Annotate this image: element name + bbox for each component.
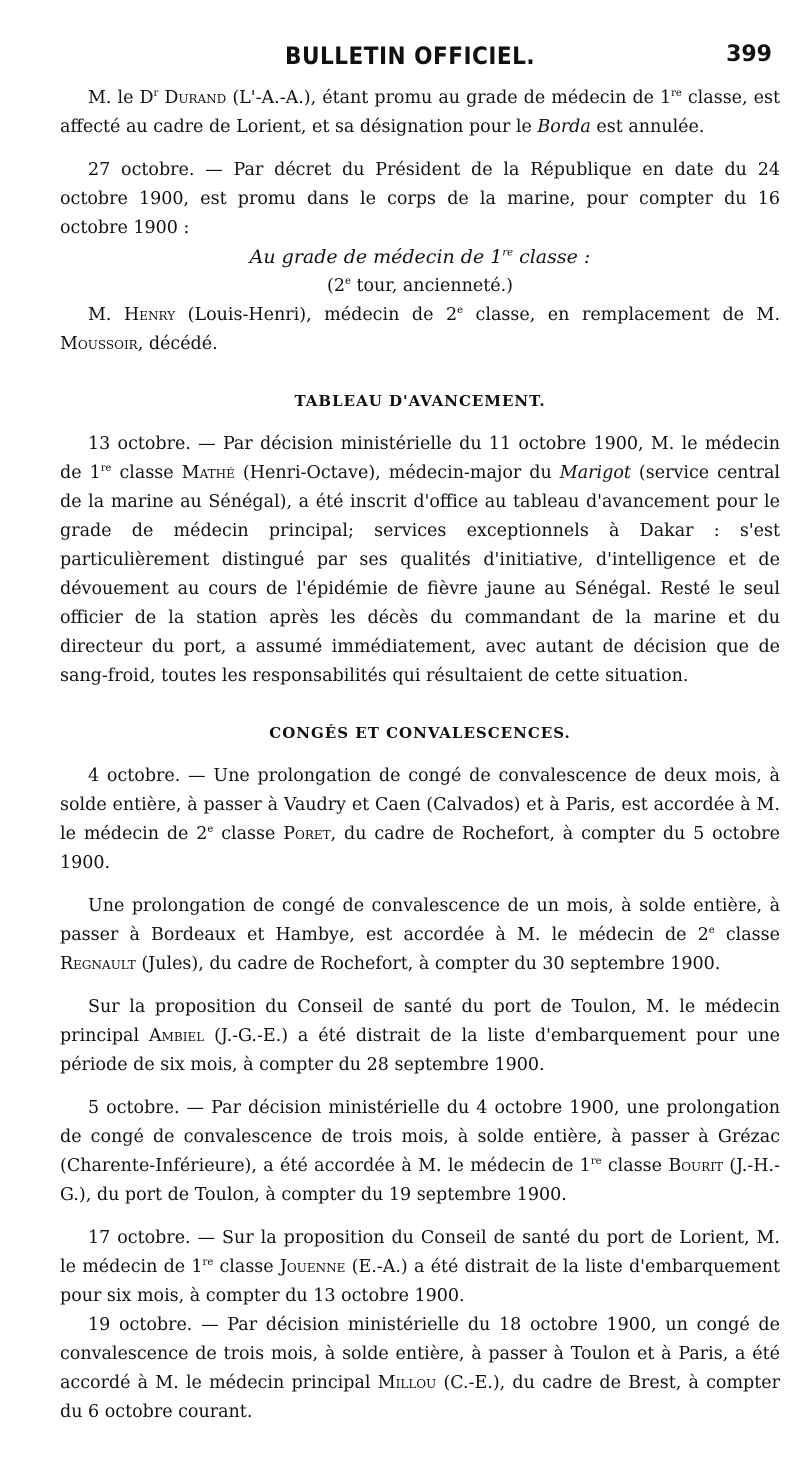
document-body [60, 84, 780, 1427]
person-name: Regnault [60, 954, 136, 974]
page-header [0, 40, 800, 80]
section-title-conges: CONGÉS ET CONVALESCENCES. [269, 724, 571, 742]
ship-name: Borda [537, 117, 591, 137]
person-name: Millou [377, 1373, 437, 1393]
paragraph-henry: M. Henry (Louis-Henri), médecin de 2e classe, en remplacement de M. Moussoir, décédé. [60, 305, 781, 354]
person-name: Durand [164, 88, 227, 108]
page-number: 399 [726, 42, 772, 67]
grade-heading: Au grade de médecin de 1re classe : [249, 246, 591, 268]
section-title-tableau: TABLEAU D'AVANCEMENT. [294, 392, 546, 410]
paragraph-ambiel: Sur la proposition du Conseil de santé du port de Toulon, M. le médecin principal Ambiel (J.-G.-E.) a été distrait de la liste d'embarquement pour une période de six mois, à compter du 28 septembre 1900. [60, 997, 780, 1075]
ship-name: Marigot [559, 463, 631, 483]
person-name: Poret [283, 824, 331, 844]
paragraph-poret: 4 octobre. — Une prolongation de congé de convalescence de deux mois, à solde entière, à passer à Vaudry et Caen (Calvados) et à Paris, est accordée à M. le médecin de 2e classe Poret, du cadre de Rochefort, à compter du 5 octobre 1900. [60, 766, 780, 873]
tour-line: (2e tour, ancienneté.) [327, 276, 513, 296]
person-name: Ambiel [148, 1026, 205, 1046]
person-name: Moussoir [60, 334, 138, 354]
paragraph-millou: 19 octobre. — Par décision ministérielle du 18 octobre 1900, un congé de convalescence de trois mois, à solde entière, à passer à Toulon et à Paris, a été accordé à M. le médecin principal Millou (C.-E.), du cadre de Brest, à compter du 6 octobre courant. [60, 1315, 780, 1422]
person-name: Mathé [181, 463, 235, 483]
paragraph-jouenne: 17 octobre. — Sur la proposition du Conseil de santé du port de Lorient, M. le médecin de 1re classe Jouenne (E.-A.) a été distrait de la liste d'embarquement pour six mois, à compter du 13 octobre 1900. [60, 1228, 780, 1306]
paragraph-bourit: 5 octobre. — Par décision ministérielle du 4 octobre 1900, une prolongation de congé de convalescence de trois mois, à solde entière, à passer à Grézac (Charente-Inférieure), a été accordée à M. le médecin de 1re classe Bourit (J.-H.-G.), du port de Toulon, à compter du 19 septembre 1900. [60, 1098, 780, 1205]
person-name: Henry [124, 305, 176, 325]
paragraph-decret-27-octobre: 27 octobre. — Par décret du Président de la République en date du 24 octobre 1900, est promu dans le corps de la marine, pour compter du 16 octobre 1900 : [60, 160, 780, 238]
person-name: Bourit [668, 1156, 723, 1176]
paragraph-mathe: 13 octobre. — Par décision ministérielle du 11 octobre 1900, M. le médecin de 1re classe Mathé (Henri-Octave), médecin-major du Marigot (service central de la marine au Sénégal), a été inscrit d'office au tableau d'avancement pour le grade de médecin principal; services exceptionnels à Dakar : s'est particulièrement distingué par ses qualités d'initiative, d'intelligence et de dévouement au cours de l'épidémie de fièvre jaune au Sénégal. Resté le seul officier de la station après les décès du commandant de la marine et du directeur du port, a assumé immédiatement, avec autant de décision que de sang-froid, toutes les responsabilités qui résultaient de cette situation. [60, 434, 781, 686]
paragraph-durand: M. le $D^r$ Durand (L'-A.-A.), étant promu au grade de médecin de 1re classe, est affecté au cadre de Lorient, et sa désignation pour le Borda est annulée. [60, 88, 780, 137]
running-title: BULLETIN OFFICIEL. [285, 42, 536, 70]
person-name: Jouenne [279, 1257, 346, 1277]
paragraph-regnault: Une prolongation de congé de convalescence de un mois, à solde entière, à passer à Bordeaux et Hambye, est accordée à M. le médecin de 2e classe Regnault (Jules), du cadre de Rochefort, à compter du 30 septembre 1900. [60, 896, 780, 974]
